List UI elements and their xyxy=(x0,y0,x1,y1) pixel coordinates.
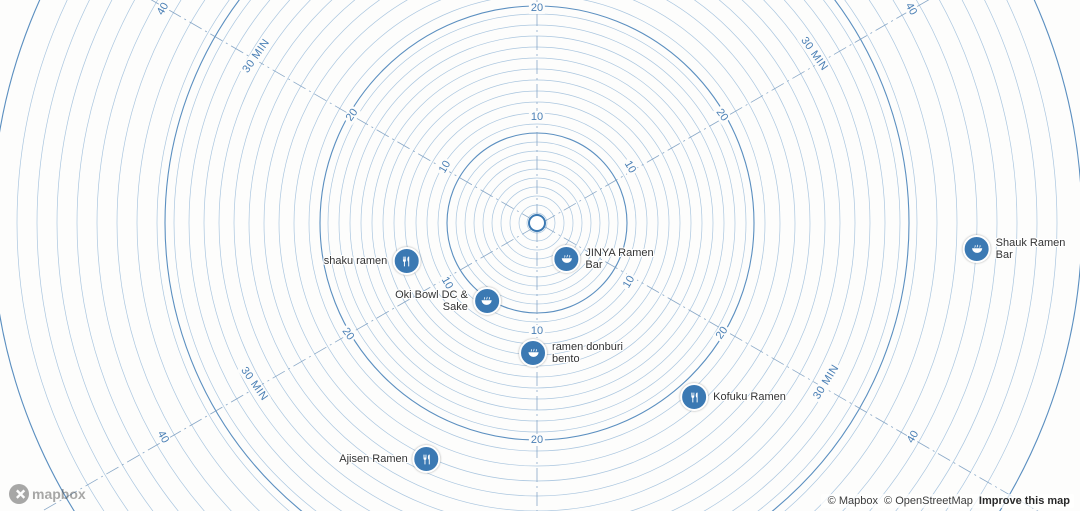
ramen-icon xyxy=(519,339,547,367)
attribution-mapbox[interactable]: © Mapbox xyxy=(827,495,878,507)
poi-shauk-ramen-bar[interactable] xyxy=(963,235,1066,263)
poi-label: Ajisen Ramen xyxy=(339,453,408,465)
ramen-icon xyxy=(963,235,991,263)
isochrone-number: 10 xyxy=(530,111,544,123)
isochrone-number: 20 xyxy=(713,324,731,342)
poi-label: Oki Bowl DC & Sake xyxy=(395,289,468,313)
poi-shaku-ramen[interactable] xyxy=(324,247,421,275)
poi-label: Kofuku Ramen xyxy=(713,391,786,403)
isochrone-number: 20 xyxy=(713,106,731,124)
ramen-icon xyxy=(473,287,501,315)
attribution-osm[interactable]: © OpenStreetMap xyxy=(884,495,973,507)
restaurant-icon xyxy=(413,445,441,473)
origin-marker[interactable] xyxy=(528,214,546,232)
isochrone-number: 40 xyxy=(154,0,172,18)
poi-kofuku-ramen[interactable] xyxy=(680,383,786,411)
isochrone-number: 40 xyxy=(904,428,922,446)
attribution-bar[interactable] xyxy=(821,494,1074,508)
isochrone-minute-label: 30 MIN xyxy=(798,34,831,74)
isochrone-number: 10 xyxy=(438,274,456,292)
isochrone-number: 10 xyxy=(530,325,544,337)
poi-label: ramen donburi bento xyxy=(552,341,623,365)
poi-oki-bowl-dc-sake[interactable] xyxy=(395,287,501,315)
poi-ramen-donburi-bento[interactable] xyxy=(519,339,623,367)
improve-this-map-link[interactable]: Improve this map xyxy=(978,495,1070,507)
isochrone-number: 10 xyxy=(436,158,454,176)
restaurant-icon xyxy=(392,247,420,275)
isochrone-number: 20 xyxy=(530,2,544,14)
isochrone-minute-label: 30 MIN xyxy=(238,364,271,404)
isochrone-number: 20 xyxy=(343,106,361,124)
poi-label: JINYA Ramen Bar xyxy=(585,247,654,271)
poi-label: shaku ramen xyxy=(323,255,388,267)
isochrone-minute-label: 30 MIN xyxy=(240,36,273,76)
poi-jinya-ramen-bar[interactable] xyxy=(552,245,653,273)
isochrone-number: 20 xyxy=(339,325,357,343)
ramen-icon xyxy=(552,245,580,273)
isochrone-minute-label: 30 MIN xyxy=(810,362,842,402)
mapbox-logo[interactable] xyxy=(8,483,94,505)
isochrone-number: 20 xyxy=(530,434,544,446)
isochrone-number: 40 xyxy=(154,428,172,446)
isochrone-number: 10 xyxy=(621,158,639,176)
poi-ajisen-ramen[interactable] xyxy=(339,445,440,473)
poi-label: Shauk Ramen Bar xyxy=(995,237,1066,261)
svg-text:mapbox: mapbox xyxy=(32,486,86,502)
isochrone-number: 40 xyxy=(902,0,920,18)
restaurant-icon xyxy=(680,383,708,411)
isochrone-number: 10 xyxy=(620,273,638,291)
